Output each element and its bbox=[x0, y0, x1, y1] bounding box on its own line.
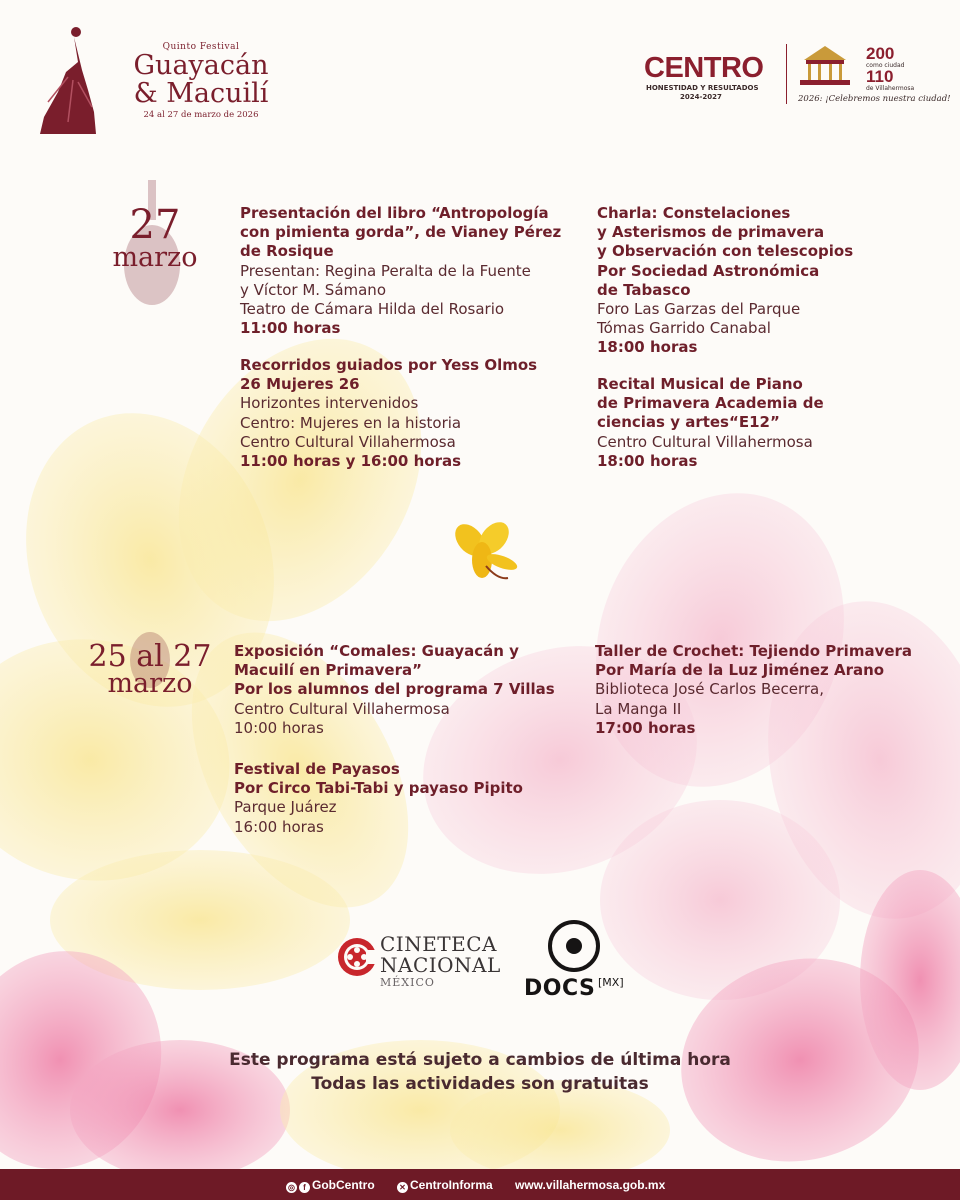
anniversary-200: 200 bbox=[866, 44, 895, 63]
event-title: Taller de Crochet: Tejiendo Primavera Por María de la Luz Jiménez Arano bbox=[595, 642, 913, 680]
cineteca-logo bbox=[336, 932, 506, 992]
event-details: Centro Cultural Villahermosa bbox=[597, 432, 813, 451]
event-hours: 18:00 horas bbox=[597, 338, 698, 357]
dancer-figure-icon bbox=[38, 22, 98, 137]
event-hours: 18:00 horas bbox=[597, 451, 698, 470]
festival-title-line1: Guayacán bbox=[133, 50, 269, 81]
event-details: Parque Juárez 16:00 horas bbox=[234, 798, 337, 836]
anniversary-110: 110 bbox=[866, 67, 894, 86]
festival-title-line2: & Macuilí bbox=[133, 78, 269, 109]
instagram-icon: ◎ bbox=[286, 1182, 297, 1193]
date-month: marzo bbox=[107, 668, 193, 699]
event-title: Recital Musical de Piano de Primavera Academia de ciencias y artes“E12” bbox=[597, 375, 824, 432]
event-details: Centro Cultural Villahermosa 10:00 horas bbox=[234, 699, 450, 737]
event-title: Charla: Constelaciones y Asterismos de primavera y Observación con telescopios Por Sociedad Astronómica de Tabasco bbox=[597, 204, 854, 299]
date-27-marzo bbox=[100, 202, 210, 273]
notice-line2: Todas las actividades son gratuitas bbox=[311, 1074, 649, 1094]
centro-tagline: HONESTIDAD Y RESULTADOS bbox=[646, 84, 759, 92]
date-day: 25 al 27 bbox=[88, 639, 212, 674]
film-reel-icon bbox=[336, 936, 378, 978]
social1-label: GobCentro bbox=[312, 1178, 375, 1192]
event-details: Presentan: Regina Peralta de la Fuente y Víctor M. Sámano Teatro de Cámara Hilda del Rosario bbox=[240, 261, 531, 319]
docs-mx-logo bbox=[524, 920, 634, 1004]
event-details: Biblioteca José Carlos Becerra, La Manga II bbox=[595, 680, 825, 718]
event-hours: 17:00 horas bbox=[595, 718, 696, 737]
footer-bar bbox=[0, 1169, 960, 1200]
event-astronomy-talk bbox=[597, 204, 897, 358]
cineteca-line1: CINETECA bbox=[380, 932, 497, 956]
event-title: Presentación del libro “Antropología con pimienta gorda”, de Vianey Pérez de Rosique bbox=[240, 204, 562, 261]
festival-prefix: Quinto Festival bbox=[162, 42, 240, 52]
divider bbox=[786, 44, 787, 104]
centro-slogan: 2026: ¡Celebremos nuestra ciudad! bbox=[798, 94, 951, 104]
notice-line1: Este programa está sujeto a cambios de última hora bbox=[229, 1050, 731, 1070]
x-icon: ✕ bbox=[397, 1182, 408, 1193]
kiosk-icon bbox=[796, 44, 854, 90]
festival-dates: 24 al 27 de marzo de 2026 bbox=[143, 110, 259, 120]
footer-website-link[interactable]: www.villahermosa.gob.mx bbox=[515, 1178, 666, 1192]
festival-logo bbox=[38, 22, 268, 137]
date-day: 27 bbox=[129, 202, 181, 248]
docs-circle-icon bbox=[546, 920, 602, 976]
date-25-al-27-marzo bbox=[82, 639, 218, 699]
event-hours: 11:00 horas bbox=[240, 319, 341, 338]
event-hours: 11:00 horas y 16:00 horas bbox=[240, 452, 462, 471]
event-details: Foro Las Garzas del Parque Tómas Garrido Canabal bbox=[597, 300, 801, 338]
footer-social-gobcentro[interactable] bbox=[286, 1178, 375, 1193]
event-title: Exposición “Comales: Guayacán y Macuilí en Primavera” Por los alumnos del programa 7 Villas bbox=[234, 642, 555, 699]
facebook-icon: f bbox=[299, 1182, 310, 1193]
event-title: Recorridos guiados por Yess Olmos 26 Mujeres 26 bbox=[240, 356, 538, 394]
centro-name: CENTRO bbox=[644, 52, 764, 84]
docs-name: DOCS bbox=[524, 976, 596, 1001]
cineteca-line2: NACIONAL bbox=[380, 953, 501, 977]
event-title: Festival de Payasos Por Circo Tabi-Tabi y payaso Pipito bbox=[234, 760, 523, 798]
event-guided-tours bbox=[240, 356, 580, 471]
event-details: Horizontes intervenidos Centro: Mujeres en la historia Centro Cultural Villahermosa bbox=[240, 394, 462, 451]
docs-suffix: [MX] bbox=[598, 976, 624, 989]
anniversary-110-caption: de Villahermosa bbox=[866, 85, 915, 92]
event-comales-exhibition bbox=[234, 642, 574, 738]
event-piano-recital bbox=[597, 375, 897, 471]
centro-period: 2024-2027 bbox=[680, 93, 722, 101]
date-month: marzo bbox=[112, 242, 198, 273]
footer-social-centroinforma[interactable] bbox=[397, 1178, 493, 1193]
anniversary-200-caption: como ciudad bbox=[866, 62, 905, 69]
small-flower-icon bbox=[449, 516, 519, 578]
centro-logo bbox=[640, 44, 951, 110]
cineteca-line3: MÉXICO bbox=[380, 976, 435, 989]
event-clown-festival bbox=[234, 760, 574, 837]
social2-label: CentroInforma bbox=[410, 1178, 493, 1192]
event-book-presentation bbox=[240, 204, 580, 338]
event-crochet-workshop bbox=[595, 642, 915, 738]
